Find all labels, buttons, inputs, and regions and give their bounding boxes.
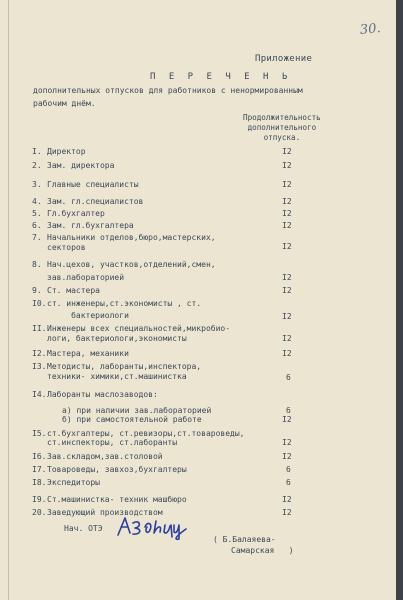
document-subtitle-line2: рабочим днём. [33, 99, 96, 108]
item-number: I4. [32, 390, 47, 399]
list-item [0, 285, 320, 297]
item-name-continued: секторов [47, 243, 86, 252]
list-item [0, 208, 320, 220]
item-name: Ст. мастера [47, 286, 100, 295]
item-value: I2 [282, 161, 292, 170]
item-value: I2 [282, 197, 292, 206]
list-item [0, 298, 320, 322]
item-name-continued: ст.инспекторы, ст.лаборанты [47, 438, 178, 447]
item-name: Ст.машинистка- техник машбюро [47, 495, 187, 504]
item-number: 7. [32, 233, 42, 242]
item-name-continued: бактериологи [47, 311, 129, 320]
item-value: 6 [286, 478, 291, 487]
item-name: Методисты, лаборанты,инспектора, [47, 362, 202, 371]
item-value: I2 [282, 286, 292, 295]
signer-name [213, 534, 294, 556]
item-name-continued: техники- химики,ст.машинистка [47, 372, 187, 381]
item-number: 9. [32, 286, 42, 295]
item-number: I7. [32, 465, 47, 474]
item-value: I2 [282, 209, 292, 218]
item-name: Зам. гл.бухгалтера [47, 221, 134, 230]
list-item [0, 464, 320, 476]
list-item [0, 179, 320, 191]
item-name: ст.бухгалтеры, ст.ревизоры,ст.товароведы, [47, 429, 245, 438]
item-name: Товароведы, завхоз,бухгалтеры [47, 465, 187, 474]
list-item [0, 348, 320, 360]
item-number: 4. [32, 197, 42, 206]
list-item [0, 428, 320, 452]
item-name: Главные специалисты [47, 180, 139, 189]
item-name: Зам. гл.специалистов [47, 197, 144, 206]
item-name: Директор [47, 147, 86, 156]
list-item [0, 259, 320, 283]
item-value-secondary: I2 [282, 415, 292, 424]
list-item [0, 323, 320, 347]
item-value: I2 [282, 273, 292, 282]
item-number: I2. [32, 349, 47, 358]
item-name: Мастера, механики [47, 349, 129, 358]
item-value: 6 [286, 406, 291, 415]
item-value: I2 [282, 312, 292, 321]
list-item [0, 361, 320, 385]
item-value: 6 [286, 465, 291, 474]
item-value: I2 [282, 147, 292, 156]
list-item [0, 451, 320, 463]
item-number: I3. [32, 362, 47, 371]
item-number: 5. [32, 209, 42, 218]
document-title: П Е Р Е Ч Е Н Ь [150, 72, 292, 82]
item-number: I8. [32, 478, 47, 487]
signer-name-line1: ( Б.Балаяева- [213, 535, 276, 544]
handwritten-signature [116, 515, 188, 541]
item-name-continued: б) при самостоятельной работе [62, 415, 202, 424]
item-number: II. [32, 324, 47, 333]
item-name-continued: логи, бактериологи,экономисты [47, 334, 187, 343]
item-value: I2 [282, 180, 292, 189]
list-item [0, 160, 320, 172]
item-name: Лаборанты маслозаводов: [47, 390, 158, 399]
item-value: I2 [282, 508, 292, 517]
item-value: 6 [286, 373, 291, 382]
item-name: Нач.цехов, участков,отделений,смен, [47, 260, 216, 269]
item-number: 6. [32, 221, 42, 230]
item-name: Инженеры всех специальностей,микробио- [47, 324, 231, 333]
column-header-line: Продолжительность [243, 113, 321, 122]
document-subtitle-line1: дополнительных отпусков для работников с ненормированным [33, 86, 303, 95]
signer-name-line2: Самарская ) [231, 546, 294, 555]
item-number: 2. [32, 161, 42, 170]
appendix-label: Приложение [255, 54, 313, 64]
item-value: I2 [282, 452, 292, 461]
list-item [0, 405, 320, 427]
item-number: 8. [32, 260, 42, 269]
list-item [0, 220, 320, 232]
list-item [0, 389, 320, 401]
column-header [243, 113, 321, 143]
item-name: ст. инженеры,ст.экономисты , ст. [47, 299, 202, 308]
list-item [0, 232, 320, 256]
item-value: I2 [282, 495, 292, 504]
list-item [0, 494, 320, 506]
item-value: I2 [282, 242, 292, 251]
item-name: Заведующий производством [47, 508, 163, 517]
item-value: I2 [282, 334, 292, 343]
item-number: I5. [32, 429, 47, 438]
item-value: I2 [282, 349, 292, 358]
item-name: Начальники отделов,бюро,мастерских, [47, 233, 216, 242]
item-name: а) при наличии зав.лабораторией [62, 406, 212, 415]
item-number: I. [32, 147, 42, 156]
column-header-line: дополнительного [247, 123, 317, 132]
item-number: I9. [32, 495, 47, 504]
item-value: I2 [282, 438, 292, 447]
column-header-line: отпуска. [263, 133, 301, 142]
item-name: Зам. директора [47, 161, 115, 170]
item-name: Экспедиторы [47, 478, 100, 487]
list-item [0, 196, 320, 208]
item-value: I2 [282, 221, 292, 230]
item-number: I0. [32, 299, 47, 308]
item-number: 20. [32, 508, 47, 517]
item-number: 3. [32, 180, 42, 189]
list-item [0, 477, 320, 489]
item-name: Зав.складом,зав.столовой [47, 452, 163, 461]
scan-edge [396, 0, 403, 600]
signature-label: Нач. ОТЭ [64, 524, 103, 533]
item-name-continued: зав.лабораторией [47, 273, 125, 282]
list-item [0, 146, 320, 158]
item-name: Гл.бухгалтер [47, 209, 105, 218]
item-number: I6. [32, 452, 47, 461]
page-number: 30. [359, 20, 382, 39]
